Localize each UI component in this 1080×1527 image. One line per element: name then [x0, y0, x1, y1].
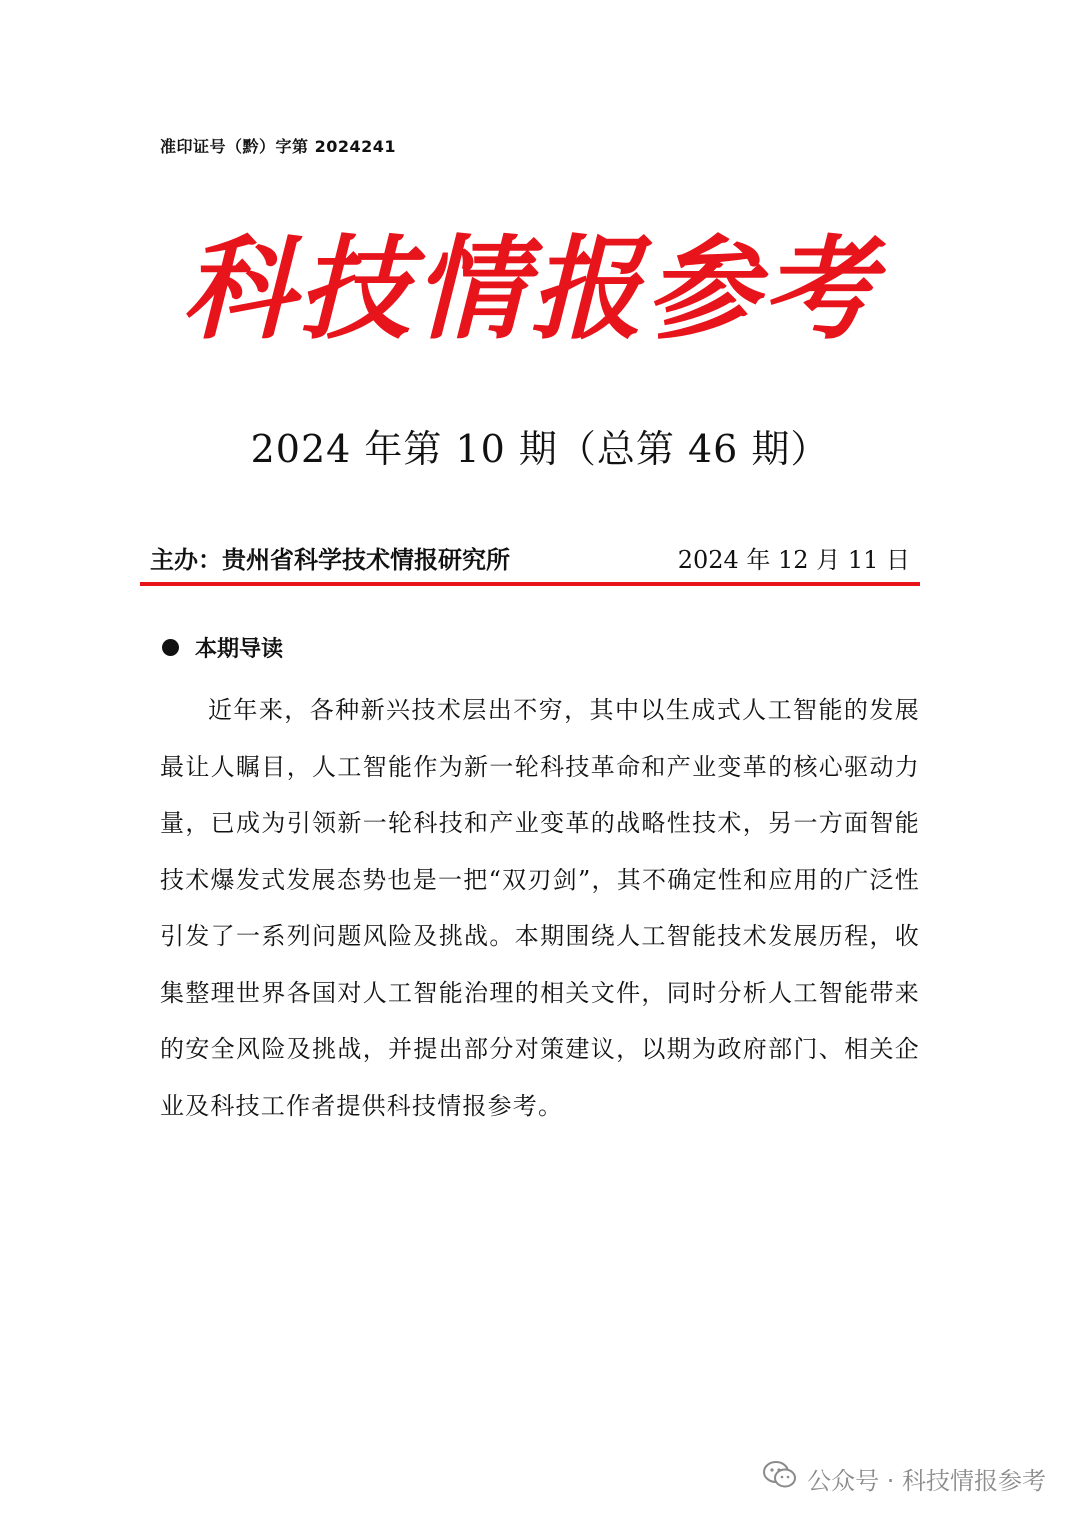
masthead-title — [170, 220, 890, 360]
watermark — [763, 1460, 1046, 1496]
section-heading — [162, 632, 283, 663]
bullet-dot-icon — [162, 639, 179, 656]
issue-line: 2024 年第 10 期（总第 46 期） — [250, 427, 830, 471]
wechat-icon — [763, 1460, 797, 1496]
masthead-calligraphy — [170, 220, 890, 360]
sponsor: 主办：贵州省科学技术情报研究所 — [150, 545, 510, 574]
red-divider — [140, 582, 920, 586]
sponsor-row — [150, 540, 910, 575]
watermark-text: 公众号 · 科技情报参考 — [807, 1466, 1046, 1495]
section-heading-label: 本期导读 — [195, 637, 284, 662]
masthead-text: 科技情报参考 — [182, 224, 878, 355]
permit-number: 准印证号（黔）字第 2024241 — [160, 137, 397, 156]
intro-paragraph: 近年来，各种新兴技术层出不穷，其中以生成式人工智能的发展最让人瞩目，人工智能作为新一轮科技革命和产业变革的核心驱动力量，已成为引领新一轮科技和产业变革的战略性技术，另一方面智能技术爆发式发展态势也是一把“双刃剑”，其不确定性和应用的广泛性引发了一系列问题风险及挑战。本期围绕人工智能技术发展历程，收集整理世界各国对人工智能治理的相关文件，同时分析人工智能带来的安全风险及挑战，并提出部分对策建议，以期为政府部门、相关企业及科技工作者提供科技情报参考。 — [160, 696, 920, 1120]
publication-date: 2024 年 12 月 11 日 — [677, 546, 910, 574]
